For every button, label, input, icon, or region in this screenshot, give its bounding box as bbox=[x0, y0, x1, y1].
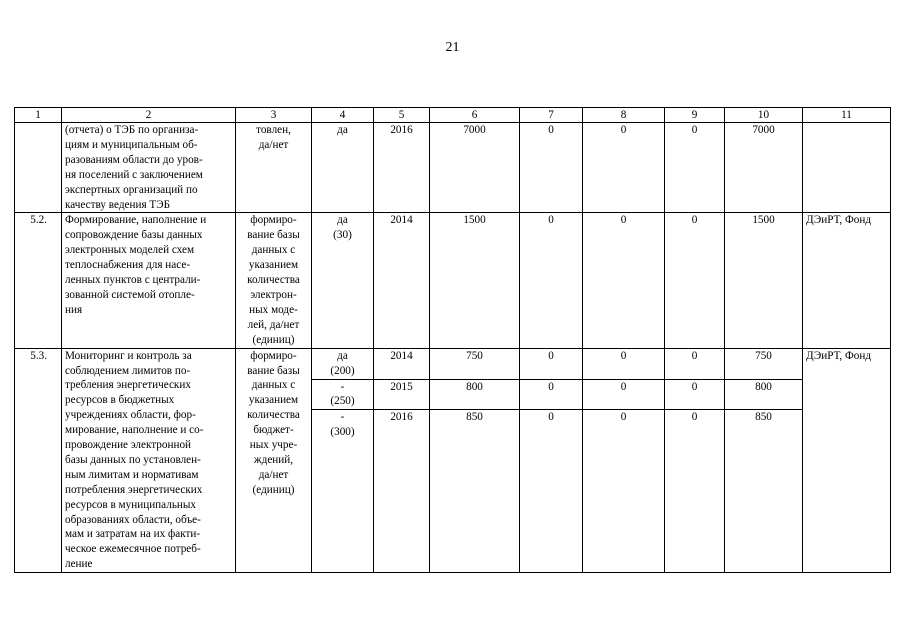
row-col7: 0 bbox=[520, 123, 583, 213]
row-col9: 0 bbox=[665, 348, 725, 379]
row-total: 750 bbox=[430, 348, 520, 379]
row-value: да (30) bbox=[312, 213, 374, 348]
row-col7: 0 bbox=[520, 348, 583, 379]
row-description: (отчета) о ТЭБ по организа- циям и муниципальным об- разованиям области до уров- ня поселений с заключением экспертных организаций по качеству ведения ТЭБ bbox=[62, 123, 236, 213]
row-value: - (250) bbox=[312, 379, 374, 410]
row-col9: 0 bbox=[665, 410, 725, 573]
row-description: Мониторинг и контроль за соблюдением лимитов по- требления энергетических ресурсов в бюджетных учреждениях области, фор- мирование, наполнение и со- провождение электронной базы данных по установлен- ным лимитам и нормативам потребления энергетических ресурсов в муниципальных образованиях области, объе- мам и затратам на их факти- ческое ежемесячное потреб- ление bbox=[62, 348, 236, 573]
header-cell: 5 bbox=[374, 108, 430, 123]
program-table bbox=[14, 107, 891, 573]
row-number: 5.2. bbox=[15, 213, 62, 348]
row-value: да (200) bbox=[312, 348, 374, 379]
row-col7: 0 bbox=[520, 213, 583, 348]
row-col8: 0 bbox=[583, 213, 665, 348]
row-year: 2015 bbox=[374, 379, 430, 410]
row-value: - (300) bbox=[312, 410, 374, 573]
header-cell: 4 bbox=[312, 108, 374, 123]
row-number bbox=[15, 123, 62, 213]
row-col7: 0 bbox=[520, 379, 583, 410]
row-year: 2016 bbox=[374, 410, 430, 573]
row-year: 2016 bbox=[374, 123, 430, 213]
row-col7: 0 bbox=[520, 410, 583, 573]
header-row bbox=[15, 108, 891, 123]
row-number: 5.3. bbox=[15, 348, 62, 573]
row-year: 2014 bbox=[374, 348, 430, 379]
page-number: 21 bbox=[445, 40, 460, 55]
row-indicator: формиро- вание базы данных с указанием количества электрон- ных моде- лей, да/нет (единиц) bbox=[236, 213, 312, 348]
header-cell: 10 bbox=[725, 108, 803, 123]
table-row bbox=[15, 123, 891, 213]
header-cell: 11 bbox=[803, 108, 891, 123]
row-year: 2014 bbox=[374, 213, 430, 348]
row-total: 850 bbox=[430, 410, 520, 573]
row-col9: 0 bbox=[665, 213, 725, 348]
row-col8: 0 bbox=[583, 379, 665, 410]
header-cell: 3 bbox=[236, 108, 312, 123]
row-total: 1500 bbox=[430, 213, 520, 348]
row-col8: 0 bbox=[583, 348, 665, 379]
row-executor: ДЭиРТ, Фонд bbox=[803, 213, 891, 348]
header-cell: 2 bbox=[62, 108, 236, 123]
row-col10: 7000 bbox=[725, 123, 803, 213]
header-cell: 1 bbox=[15, 108, 62, 123]
row-indicator: формиро- вание базы данных с указанием количества бюджет- ных учре- ждений, да/нет (единиц) bbox=[236, 348, 312, 573]
header-cell: 9 bbox=[665, 108, 725, 123]
header-cell: 6 bbox=[430, 108, 520, 123]
row-col9: 0 bbox=[665, 379, 725, 410]
row-executor bbox=[803, 123, 891, 213]
row-description: Формирование, наполнение и сопровождение базы данных электронных моделей схем теплоснабжения для насе- ленных пунктов с централи- зованной системой отопле- ния bbox=[62, 213, 236, 348]
row-col9: 0 bbox=[665, 123, 725, 213]
row-col10: 1500 bbox=[725, 213, 803, 348]
row-col10: 800 bbox=[725, 379, 803, 410]
row-total: 7000 bbox=[430, 123, 520, 213]
row-indicator: товлен, да/нет bbox=[236, 123, 312, 213]
table-row bbox=[15, 213, 891, 348]
row-col8: 0 bbox=[583, 123, 665, 213]
row-col10: 850 bbox=[725, 410, 803, 573]
header-cell: 8 bbox=[583, 108, 665, 123]
header-cell: 7 bbox=[520, 108, 583, 123]
row-total: 800 bbox=[430, 379, 520, 410]
row-executor: ДЭиРТ, Фонд bbox=[803, 348, 891, 573]
row-col8: 0 bbox=[583, 410, 665, 573]
table-row bbox=[15, 348, 891, 379]
row-col10: 750 bbox=[725, 348, 803, 379]
row-value: да bbox=[312, 123, 374, 213]
